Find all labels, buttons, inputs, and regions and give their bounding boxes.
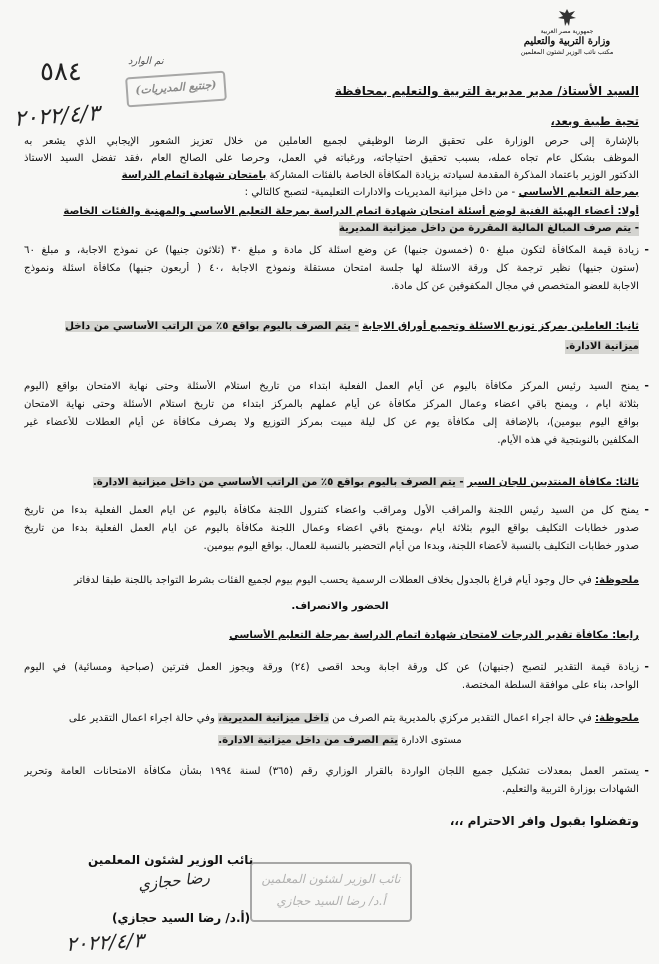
section2-line-2: بثلاثة ايام ، ويمنح باقي اعضاء وعمال المركز مكافأة عن أيام عملهم بالمركز ابتداء من تاريخ استلام الأسئلة وحتى نهاية الامتحان bbox=[24, 399, 639, 410]
intro-line-1: بالإشارة إلى حرص الوزارة على تحقيق الرضا الوظيفي لجميع العاملين من خلال تعزيز الشعور الإيجابي الذي يشعر به bbox=[24, 136, 639, 147]
intro-line-4-text: - من داخل ميزانية المديريات والادارات التعليمية- لتصبح كالتالي : bbox=[244, 187, 516, 198]
greeting: تحية طيبة وبعد، bbox=[550, 114, 639, 128]
intro-line-3 bbox=[24, 169, 639, 183]
section2-line-3: بواقع اليوم بيومين)، بالإضافة إلى مكافأة يوم عن كل ليلة مبيت بمركز التوزيع ولا يصرف مكافأة عن أيام العطلات للأعضاء غير bbox=[24, 417, 639, 428]
section3-line-2: صدور خطابات التكليف بواقع اليوم بثلاثة ايام ،ويمنح باقي اعضاء وعمال اللجنة مكافأة باليوم عن ايام العمل الفعلية بدءا من تاريخ bbox=[24, 523, 639, 534]
section4-remark-highlight-b: يتم الصرف من داخل ميزانية الادارة. bbox=[218, 735, 399, 746]
section4-remark-label: ملحوظة: bbox=[594, 713, 639, 724]
section4-remark-highlight-a: داخل ميزانية المديرية، bbox=[218, 713, 329, 724]
section3-note: - يتم الصرف باليوم بواقع ٥٪ من الراتب الأساسي من داخل ميزانية الادارة. bbox=[92, 477, 464, 488]
signature-title: نائب الوزير لشئون المعلمين bbox=[88, 853, 254, 867]
section3-remark-label: ملحوظة: bbox=[594, 575, 639, 586]
signature-name: (أ.د/ رضا السيد حجازي) bbox=[112, 911, 251, 925]
section2-line-1: يمنح السيد رئيس المركز مكافأة باليوم عن أيام العمل الفعلية ابتداء من تاريخ استلام الأسئلة وحتى نهاية الامتحان بواقع (اليوم bbox=[24, 381, 639, 392]
intro-line-4-highlight: بمرحلة التعليم الأساسي bbox=[518, 187, 639, 198]
section4-remark-line-2 bbox=[60, 734, 620, 748]
section2-line-4: المكلفين بالنوبتجية في هذه الأيام. bbox=[497, 435, 639, 446]
regards: وتفضلوا بقبول وافر الاحترام ،،، bbox=[449, 814, 639, 828]
section4-remark-text-d: مستوى الادارة bbox=[401, 735, 462, 746]
closing-line-2: الشهادات بوزارة التربية والتعليم. bbox=[502, 784, 639, 795]
addressee: السيد الأستاذ/ مدير مديرية التربية والتعليم بمحافظة bbox=[334, 84, 639, 98]
section4-remark-text-a: في حالة اجراء اعمال التقدير مركزي بالمديرية يتم الصرف من bbox=[332, 713, 592, 724]
section1-heading: أولا: أعضاء الهيئة الفنية لوضع أسئلة امتحان شهادة اتمام الدراسة بمرحلة التعليم الأساسي والمهنية والفئات الخاصة bbox=[63, 206, 639, 217]
section2-heading: ثانيا: العاملين بمركز توزيع الاسئلة وتجميع أوراق الاجابة bbox=[362, 321, 639, 332]
section2-bullet: - bbox=[644, 379, 649, 392]
handwritten-ref-date: ٢٠٢٢/٤/٣ bbox=[13, 101, 101, 132]
section1-note: - يتم صرف المبالغ المالية المقررة من داخل ميزانية المديرية bbox=[338, 223, 639, 234]
recipients-stamp-text: (جنتيع المديريات) bbox=[134, 78, 217, 97]
official-stamp-line-2: أ.د/ رضا السيد حجازي bbox=[276, 894, 386, 908]
recipients-stamp bbox=[125, 71, 227, 108]
section4-line-1: زيادة قيمة التقدير لتصبح (جنيهان) عن كل ورقة اجابة وبحد اقصى (٢٤) ورقة ويجوز العمل فترتين (صباحية ومسائية) في اليوم bbox=[24, 662, 639, 673]
section1-line-3: الاجابة للعضو المتخصص في مجال المكفوفين عن كل مادة. bbox=[390, 281, 639, 292]
section3-line-1: يمنح كل من السيد رئيس اللجنة والمراقب الأول ومراقب واعضاء كنترول اللجنة مكافأة باليوم عن ايام العمل الفعلية بدءا من تاريخ bbox=[24, 505, 639, 516]
official-stamp-line-1: نائب الوزير لشئون المعلمين bbox=[261, 872, 401, 886]
section2-heading-line bbox=[24, 320, 639, 334]
section3-remark-line-1 bbox=[24, 574, 639, 588]
section3-bullet: - bbox=[644, 503, 649, 516]
section4-bullet: - bbox=[644, 660, 649, 673]
handwritten-signature: رضا حجازي bbox=[137, 868, 211, 894]
handwritten-ref-label: نم الوارد bbox=[128, 56, 164, 67]
handwritten-ref-number: ٥٨٤ bbox=[40, 57, 82, 87]
section3-heading-line bbox=[24, 476, 639, 490]
section3-heading: ثالثا: مكافأة المنتدبين للجان السير bbox=[467, 477, 639, 488]
section4-remark-line-1 bbox=[24, 712, 639, 726]
intro-line-2: الموظف بشكل عام تجاه عمله، بسبب تحقيق احتياجاته، ورغباته في العمل، وحرصا على الصالح العام ،فقد تفضل السيد الاستاذ bbox=[24, 153, 639, 164]
letterhead bbox=[487, 8, 647, 60]
section3-remark-line-2: الحضور والانصراف. bbox=[291, 601, 389, 612]
section1-line-2: (ستون جنيها) نظير ترجمة كل ورقة الاسئلة لها جلسة امتحان مستقلة ونموذج الاجابة ،٤٠ ( أربعون جنيها) مكافأة اسئلة ونموذج bbox=[24, 263, 639, 274]
section2-note-2: ميزانية الادارة. bbox=[565, 341, 639, 352]
letterhead-office: مكتب نائب الوزير لشئون المعلمين bbox=[520, 48, 614, 56]
closing-line-1: يستمر العمل بمعدلات تشكيل جميع اللجان الواردة بالقرار الوزاري رقم (٣٦٥) لسنة ١٩٩٤ بشأن مكافأة الامتحانات العامة وتحرير bbox=[24, 766, 639, 777]
letterhead-republic: جمهورية مصر العربية bbox=[540, 28, 594, 35]
section1-line-1: زيادة قيمة المكافأة لتكون مبلغ ٥٠ (خمسون جنيها) عن وضع اسئلة كل مادة و مبلغ ٣٠ (ثلاثون جنيها) عن نموذج الاجابة، و مبلغ ٦٠ bbox=[24, 245, 639, 256]
section4-remark-text-c: وفي حالة اجراء اعمال التقدير على bbox=[68, 713, 215, 724]
eagle-emblem-icon bbox=[556, 8, 578, 28]
handwritten-signature-date: ٢٠٢٢/٤/٣ bbox=[65, 927, 145, 957]
intro-line-3-text: الدكتور الوزير باعتماد المذكرة المقدمة لسيادته بزيادة المكافأة الخاصة بالفئات المشاركة bbox=[269, 170, 639, 181]
section3-remark-text: في حال وجود أيام فراغ بالجدول بخلاف العطلات الرسمية يحسب اليوم بيوم لجميع الفئات بشرط التواجد باللجنة طبقا لدفاتر bbox=[73, 575, 592, 586]
section3-line-3: صدور خطابات التكليف بالنسبة لأعضاء اللجنة، وبدءا من أيام التحضير بالنسبة للعمال. بواقع اليوم بيومين. bbox=[203, 541, 639, 552]
section4-line-2: الواحد، بناء على موافقة السلطة المختصة. bbox=[461, 680, 639, 691]
intro-line-4 bbox=[24, 186, 639, 200]
section1-bullet: - bbox=[644, 243, 649, 256]
intro-line-3-highlight: بامتحان شهادة اتمام الدراسة bbox=[121, 170, 267, 181]
section4-heading: رابعا: مكافأة تقدير الدرجات لامتحان شهادة اتمام الدراسة بمرحلة التعليم الأساسي bbox=[229, 630, 639, 641]
section2-note: - يتم الصرف باليوم بواقع ٥٪ من الراتب الأساسي من داخل bbox=[65, 321, 359, 332]
closing-bullet: - bbox=[644, 764, 649, 777]
official-stamp bbox=[250, 862, 412, 922]
letterhead-ministry: وزارة التربية والتعليم bbox=[523, 36, 611, 47]
